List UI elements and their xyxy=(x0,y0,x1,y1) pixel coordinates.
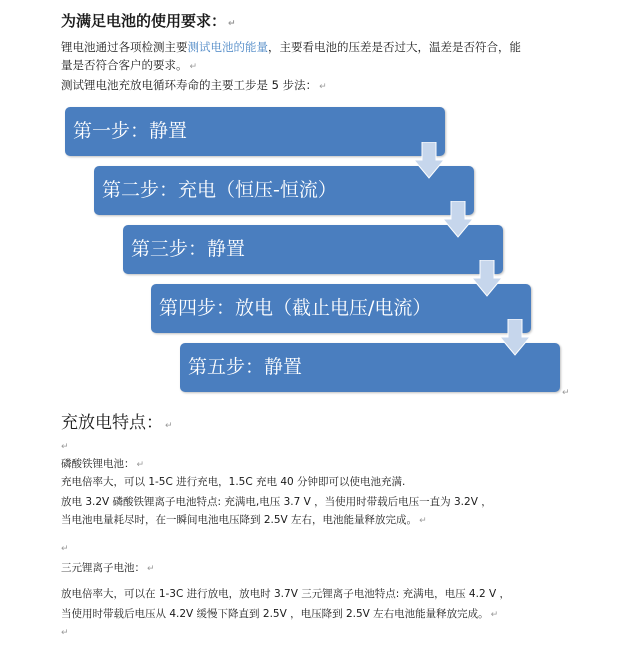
down-arrow-icon xyxy=(443,201,473,239)
highlight-text: 测试电池的能量 xyxy=(187,40,268,54)
down-arrow-icon xyxy=(414,142,444,180)
ternary-line-1: 放电倍率大，可以在 1-3C 进行放电，放电时 3.7V 三元锂离子电池特点: 充满电，电压 4.2 V ， xyxy=(61,588,510,600)
intro-line-2: 量是否符合客户的要求。 ↵ xyxy=(61,58,198,72)
return-mark: ↵ xyxy=(61,628,69,638)
lfp-heading: 磷酸铁锂电池： ↵ xyxy=(61,458,145,470)
step-1-box: 第一步：静置 xyxy=(65,107,445,156)
lfp-line-1: 充电倍率大，可以 1-5C 进行充电，1.5C 充电 40 分钟即可以使电池充满. xyxy=(61,476,406,488)
down-arrow-icon xyxy=(472,260,502,298)
ternary-line-2: 当使用时带载后电压从 4.2V 缓慢下降直到 2.5V ，电压降到 2.5V 左右电池能量释放完成。 ↵ xyxy=(61,608,499,620)
intro-line-1: 锂电池通过各项检测主要测试电池的能量，主要看电池的压差是否过大，温差是否符合，能 xyxy=(61,40,521,54)
return-mark: ↵ xyxy=(228,19,236,29)
section-title: 充放电特点： ↵ xyxy=(61,413,173,433)
step-2-box: 第二步：充电（恒压-恒流） xyxy=(94,166,474,215)
intro-line-3: 测试锂电池充放电循环寿命的主要工步是 5 步法： ↵ xyxy=(61,78,327,92)
ternary-heading: 三元锂离子电池： ↵ xyxy=(61,562,155,574)
return-mark: ↵ xyxy=(562,388,570,398)
step-3-box: 第三步：静置 xyxy=(123,225,503,274)
return-mark: ↵ xyxy=(61,442,69,452)
page-title: 为满足电池的使用要求： ↵ xyxy=(61,12,236,30)
return-mark: ↵ xyxy=(61,544,69,554)
step-4-box: 第四步：放电（截止电压/电流） xyxy=(151,284,531,333)
lfp-line-3: 当电池电量耗尽时，在一瞬间电池电压降到 2.5V 左右，电池能量释放完成。 ↵ xyxy=(61,514,427,526)
down-arrow-icon xyxy=(500,319,530,357)
lfp-line-2: 放电 3.2V 磷酸铁锂离子电池特点: 充满电,电压 3.7 V ，当使用时带载后电压一直为 3.2V ， xyxy=(61,496,492,508)
step-5-box: 第五步：静置 xyxy=(180,343,560,392)
